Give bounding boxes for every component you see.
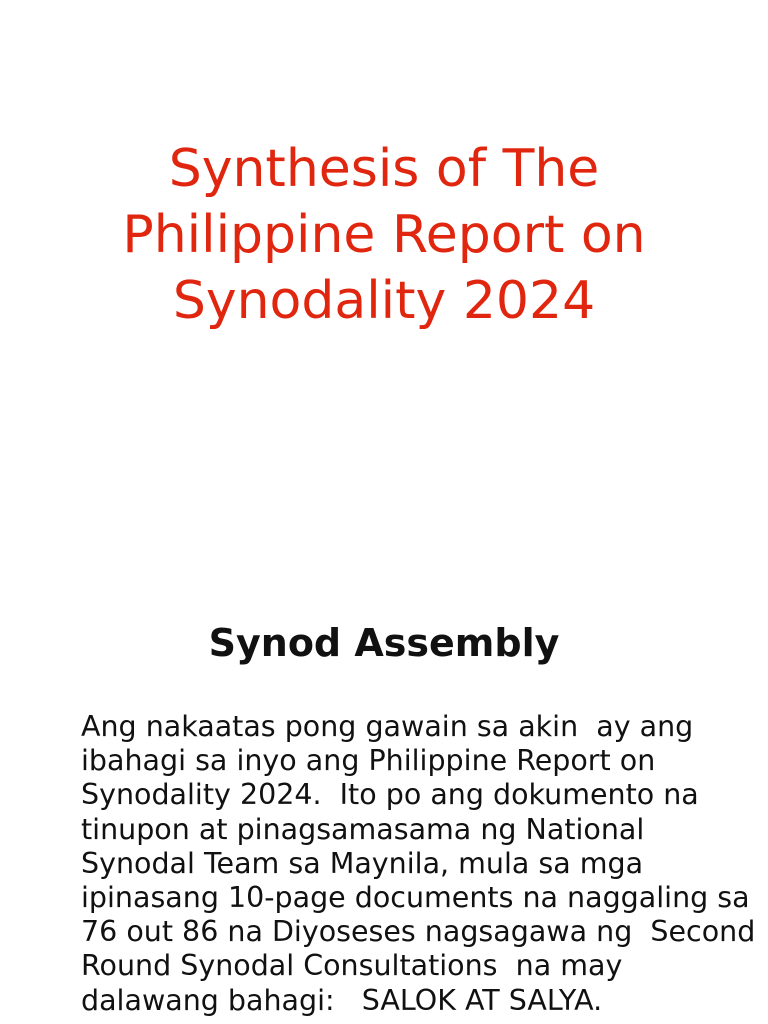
- body-line-9: dalawang bahagi: SALOK AT SALYA.: [81, 983, 603, 1017]
- body-line-7: 76 out 86 na Diyoseses nagsagawa ng Second: [81, 915, 756, 949]
- title-line-3: Synodality 2024: [172, 271, 596, 331]
- slide-subtitle: Synod Assembly: [208, 621, 560, 665]
- body-paragraph: [81, 710, 756, 1018]
- title-line-2: Philippine Report on: [122, 205, 646, 265]
- body-line-4: tinupon at pinagsamasama ng National: [81, 812, 645, 846]
- body-line-3: Synodality 2024. Ito po ang dokumento na: [81, 778, 699, 812]
- title-line-1: Synthesis of The: [168, 139, 600, 199]
- body-line-8: Round Synodal Consultations na may: [81, 949, 623, 983]
- body-line-6: ipinasang 10-page documents na naggaling sa: [81, 881, 750, 915]
- body-line-2: ibahagi sa inyo ang Philippine Report on: [81, 744, 656, 778]
- body-line-5: Synodal Team sa Maynila, mula sa mga: [81, 846, 644, 880]
- slide-title: [60, 136, 708, 334]
- body-line-1: Ang nakaatas pong gawain sa akin ay ang: [81, 710, 694, 743]
